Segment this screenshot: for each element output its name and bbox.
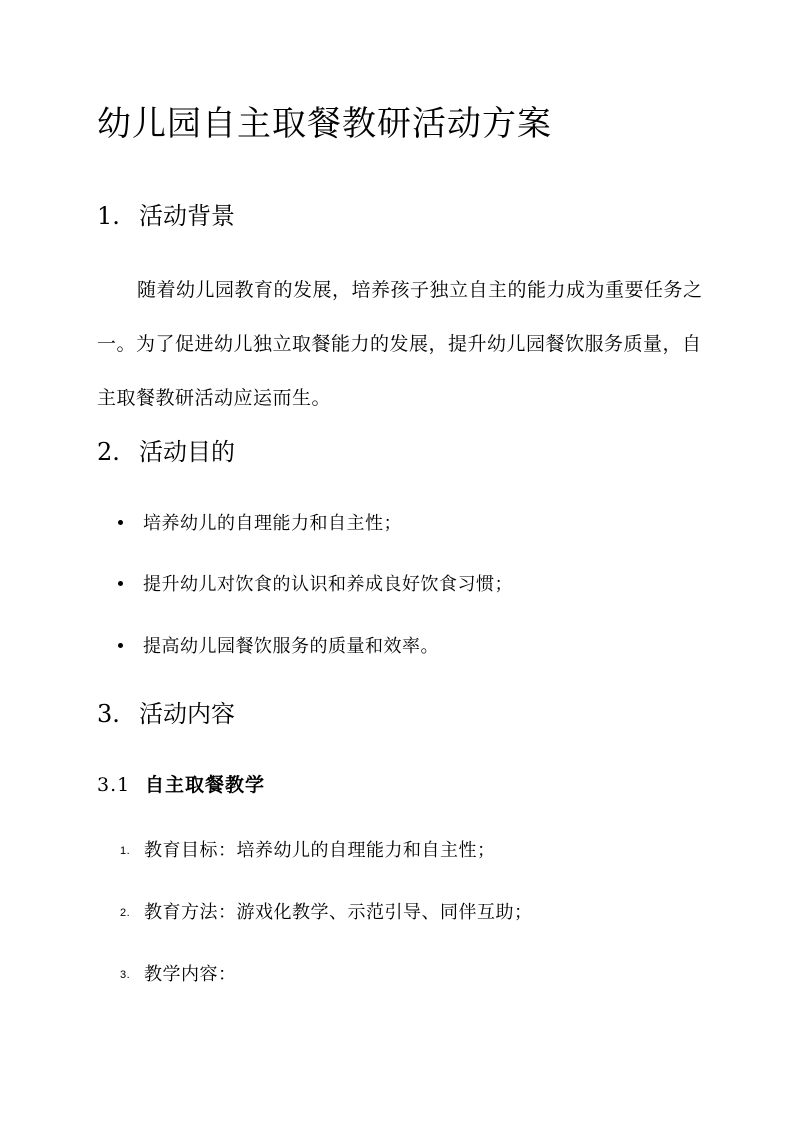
subsection-title: 自主取餐教学 bbox=[145, 774, 266, 796]
list-text: 教育方法：游戏化教学、示范引导、同伴互助； bbox=[144, 902, 533, 923]
bullet-icon bbox=[118, 643, 123, 648]
bullet-icon bbox=[118, 581, 123, 586]
section-title: 活动目的 bbox=[139, 438, 235, 466]
bullet-icon bbox=[118, 520, 123, 525]
section-heading-background bbox=[97, 196, 235, 231]
list-number: 1. bbox=[120, 845, 131, 857]
goal-list-item bbox=[118, 632, 439, 658]
teaching-list-item bbox=[120, 836, 496, 862]
section-heading-content bbox=[97, 694, 235, 729]
list-number: 2. bbox=[120, 907, 131, 919]
goal-list-item bbox=[118, 570, 513, 596]
list-number: 3. bbox=[120, 969, 131, 981]
subsection-heading bbox=[97, 770, 265, 797]
background-paragraph: 随着幼儿园教育的发展，培养孩子独立自主的能力成为重要任务之一。为了促进幼儿独立取餐能力的发展，提升幼儿园餐饮服务质量，自主取餐教研活动应运而生。 bbox=[97, 279, 703, 409]
subsection-number: 3.1 bbox=[97, 774, 131, 796]
section-title: 活动背景 bbox=[139, 202, 235, 230]
goal-text: 提高幼儿园餐饮服务的质量和效率。 bbox=[143, 636, 439, 657]
document-title: 幼儿园自主取餐教研活动方案 bbox=[97, 104, 552, 144]
teaching-list-item bbox=[120, 898, 533, 924]
list-text: 教学内容： bbox=[144, 964, 237, 985]
section-title: 活动内容 bbox=[139, 700, 235, 728]
section-number: 2. bbox=[97, 438, 120, 466]
section-number: 1. bbox=[97, 202, 120, 230]
goal-text: 提升幼儿对饮食的认识和养成良好饮食习惯； bbox=[143, 574, 513, 595]
section-heading-goals bbox=[97, 432, 235, 467]
goal-text: 培养幼儿的自理能力和自主性； bbox=[143, 513, 402, 534]
section-number: 3. bbox=[97, 700, 120, 728]
list-text: 教育目标：培养幼儿的自理能力和自主性； bbox=[144, 840, 496, 861]
goal-list-item bbox=[118, 509, 402, 535]
teaching-list-item bbox=[120, 960, 237, 986]
